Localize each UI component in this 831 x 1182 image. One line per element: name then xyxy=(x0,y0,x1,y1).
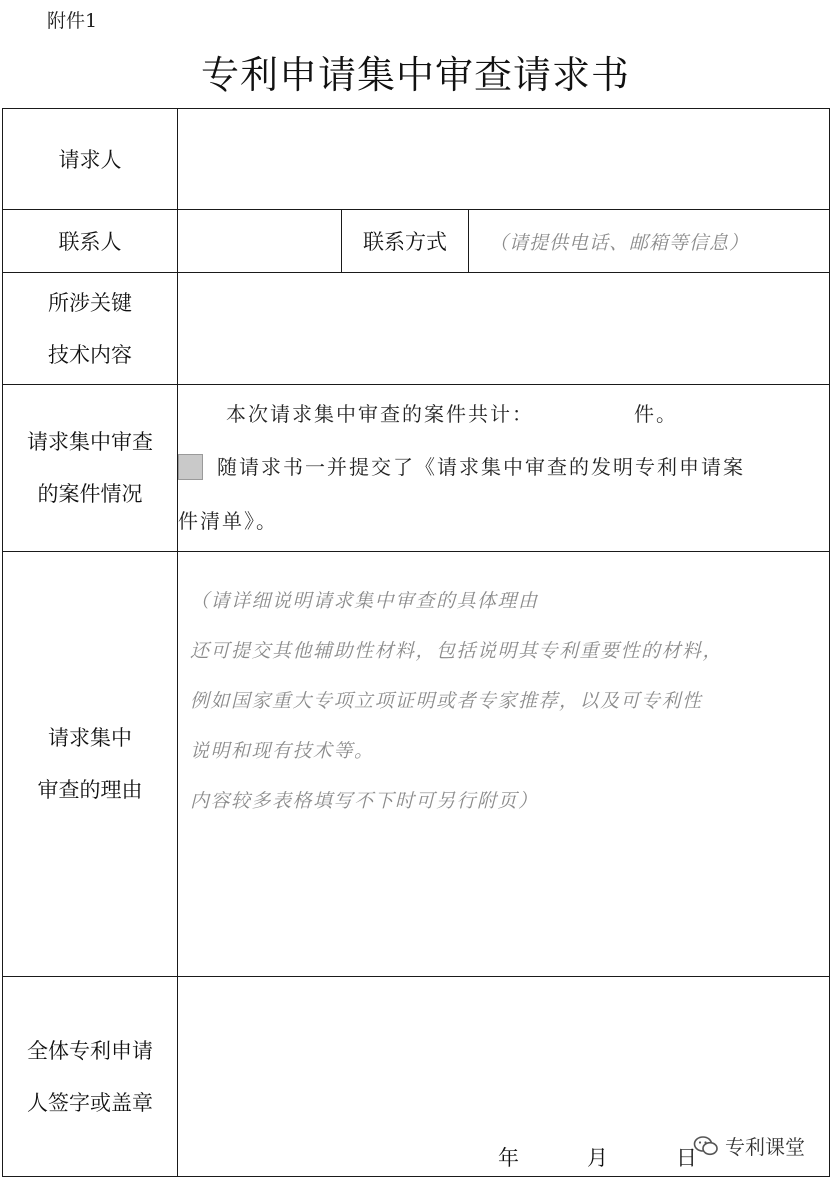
reason-hint-line: 还可提交其他辅助性材料，包括说明其专利重要性的材料， xyxy=(190,640,724,662)
cases-row xyxy=(3,385,830,552)
reason-hint xyxy=(190,576,821,826)
contact-method-field[interactable] xyxy=(469,210,830,273)
page-title: 专利申请集中审查请求书 xyxy=(200,53,630,97)
cases-total-suffix: 件。 xyxy=(634,402,678,426)
case-list-checkbox[interactable] xyxy=(178,454,203,480)
reason-label-line2: 审查的理由 xyxy=(37,778,143,802)
signature-date xyxy=(498,1142,697,1172)
watermark-text: 专利课堂 xyxy=(725,1135,805,1159)
request-form-table xyxy=(2,108,830,1177)
cases-label xyxy=(3,385,178,552)
wechat-icon xyxy=(693,1135,719,1157)
key-tech-label xyxy=(3,273,178,385)
contact-person-field[interactable] xyxy=(178,210,342,273)
contact-row xyxy=(3,210,830,273)
date-day-label: 日 xyxy=(676,1146,697,1170)
cases-label-line1: 请求集中审查 xyxy=(27,430,153,454)
cases-total-line xyxy=(178,388,829,440)
cases-list-text-1: 随请求书一并提交了《请求集中审查的发明专利申请案 xyxy=(217,455,745,479)
key-tech-label-line1: 所涉关键 xyxy=(48,290,132,315)
date-year-label: 年 xyxy=(498,1146,519,1170)
key-tech-row xyxy=(3,273,830,385)
reason-hint-line: 例如国家重大专项立项证明或者专家推荐，以及可专利性 xyxy=(190,690,703,712)
requester-field[interactable] xyxy=(178,109,830,210)
signature-label-line1: 全体专利申请 xyxy=(27,1038,153,1063)
reason-hint-line: （请详细说明请求集中审查的具体理由 xyxy=(190,590,539,612)
date-month-label: 月 xyxy=(587,1146,608,1170)
requester-label: 请求人 xyxy=(3,109,178,210)
contact-method-hint: （请提供电话、邮箱等信息） xyxy=(489,231,750,254)
signature-label-line2: 人签字或盖章 xyxy=(27,1090,153,1115)
reason-hint-line: 内容较多表格填写不下时可另行附页） xyxy=(190,790,539,812)
signature-label xyxy=(3,977,178,1177)
reason-label-line1: 请求集中 xyxy=(48,726,132,750)
key-tech-field[interactable] xyxy=(178,273,830,385)
attachment-label: 附件1 xyxy=(47,10,98,32)
cases-list-line xyxy=(178,440,829,494)
contact-method-label: 联系方式 xyxy=(342,210,469,273)
contact-person-label: 联系人 xyxy=(3,210,178,273)
key-tech-label-line2: 技术内容 xyxy=(48,342,132,367)
cases-label-line2: 的案件情况 xyxy=(37,482,143,506)
reason-row xyxy=(3,552,830,977)
watermark xyxy=(693,1131,805,1160)
reason-field[interactable] xyxy=(178,552,830,977)
cases-field xyxy=(178,385,830,552)
requester-row xyxy=(3,109,830,210)
cases-total-prefix: 本次请求集中审查的案件共计： xyxy=(226,402,534,426)
reason-label xyxy=(3,552,178,977)
reason-hint-line: 说明和现有技术等。 xyxy=(190,740,375,762)
cases-list-line-2: 件清单》。 xyxy=(178,509,278,533)
